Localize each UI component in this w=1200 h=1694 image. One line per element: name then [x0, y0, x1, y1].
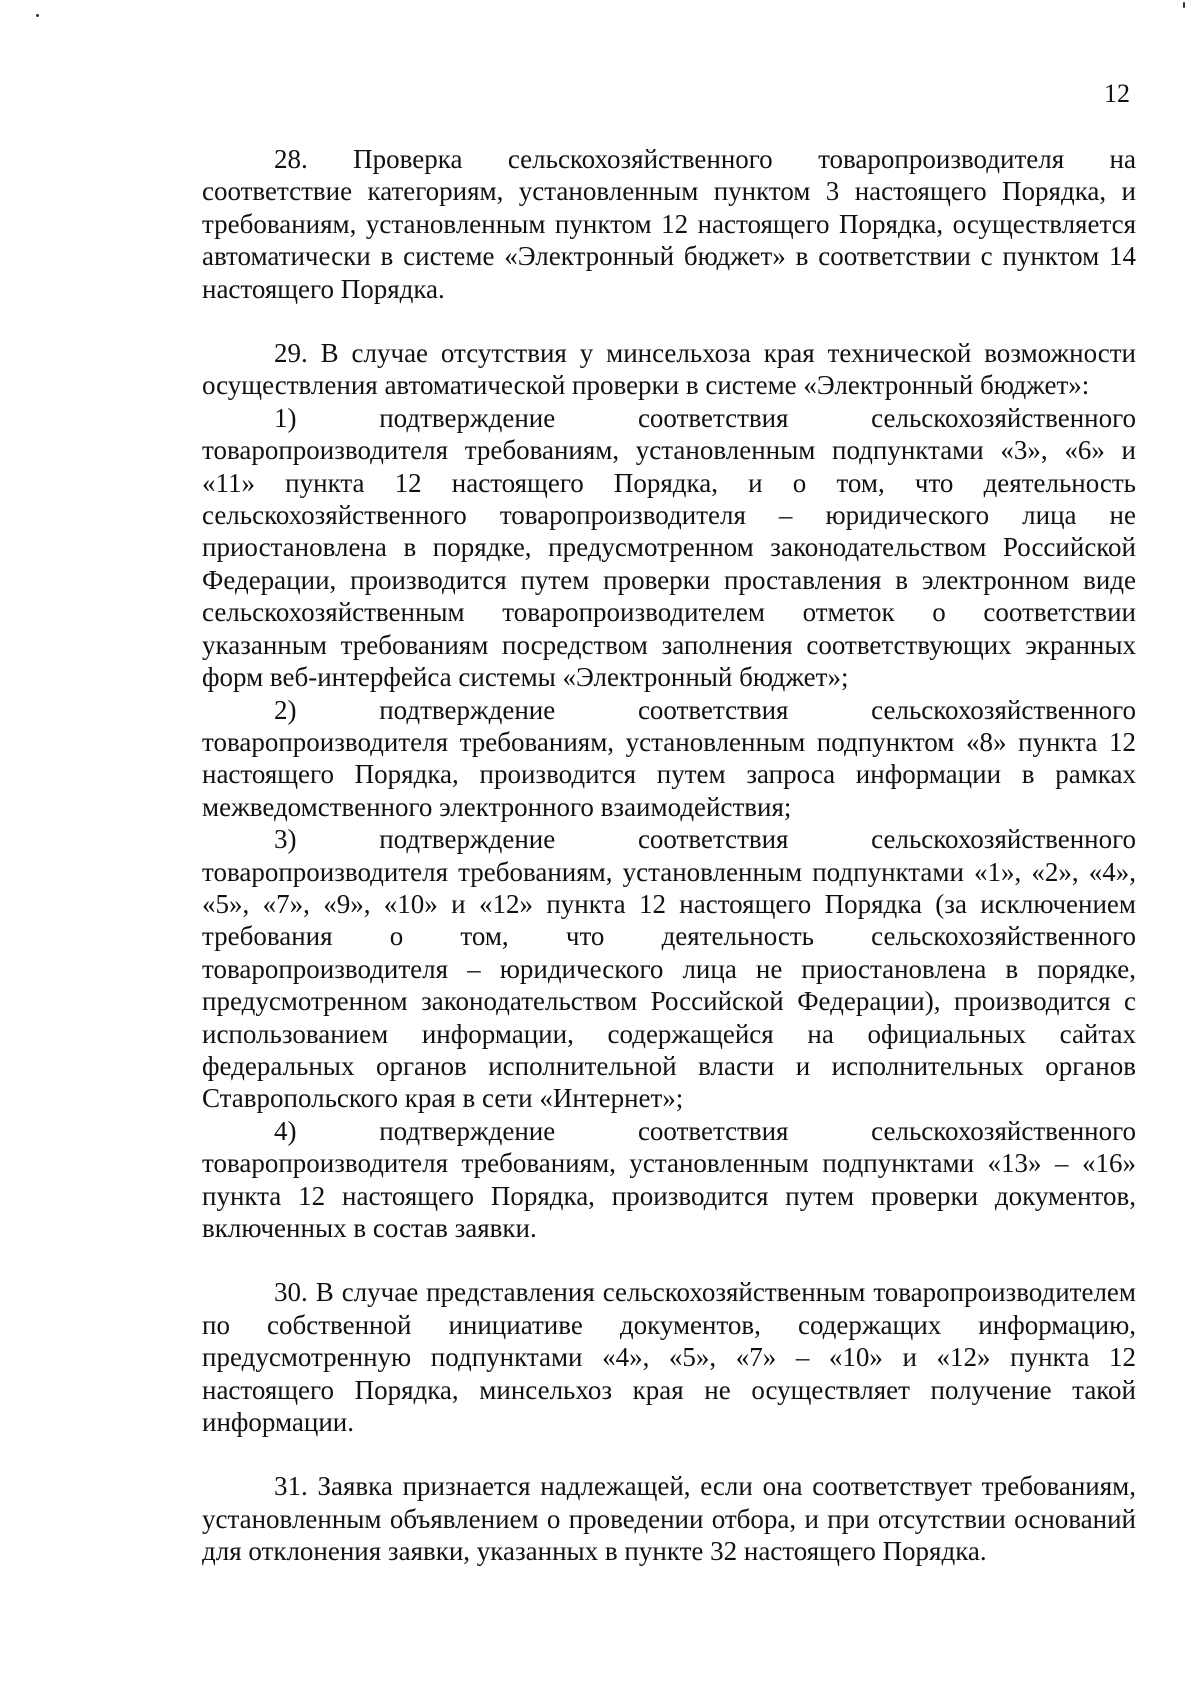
page-number: 12 [1104, 79, 1130, 108]
paragraph-28: 28. Проверка сельскохозяйственного товаропроизводителя на соответствие категориям, установленным пунктом 3 настоящего Порядка, и требованиям, установленным пунктом 12 настоящего Порядка, осуществляется автоматически в системе «Электронный бюджет» в соответствии с пунктом 14 настоящего Порядка. [202, 144, 1136, 304]
paragraph-29-item-3: 3) подтверждение соответствия сельскохозяйственного товаропроизводителя требованиям, установленным подпунктами «1», «2», «4», «5», «7», «9», «10» и «12» пункта 12 настоящего Порядка (за исключением требования о том, что деятельность сельскохозяйственного товаропроизводителя – юридического лица не приостановлена в порядке, предусмотренном законодательством Российской Федерации), производится с использованием информации, содержащейся на официальных сайтах федеральных органов исполнительной власти и исполнительных органов Ставропольского края в сети «Интернет»; [202, 824, 1136, 1114]
paragraph-30: 30. В случае представления сельскохозяйственным товаропроизводителем по собственной инициативе документов, содержащих информацию, предусмотренную подпунктами «4», «5», «7» – «10» и «12» пункта 12 настоящего Порядка, минсельхоз края не осуществляет получение такой информации. [202, 1277, 1136, 1438]
paragraph-29-item-4: 4) подтверждение соответствия сельскохозяйственного товаропроизводителя требованиям, установленным подпунктами «13» – «16» пункта 12 настоящего Порядка, производится путем проверки документов, включенных в состав заявки. [202, 1115, 1136, 1243]
document-body [202, 143, 1136, 1568]
scan-speck [1183, 2, 1185, 8]
paragraph-29-item-2: 2) подтверждение соответствия сельскохозяйственного товаропроизводителя требованиям, установленным подпунктом «8» пункта 12 настоящего Порядка, производится путем запроса информации в рамках межведомственного электронного взаимодействия; [202, 694, 1136, 822]
paragraph-29: 29. В случае отсутствия у минсельхоза края технической возможности осуществления автоматической проверки в системе «Электронный бюджет»: [202, 338, 1136, 401]
paragraph-31: 31. Заявка признается надлежащей, если она соответствует требованиям, установленным объявлением о проведении отбора, и при отсутствии оснований для отклонения заявки, указанных в пункте 32 настоящего Порядка. [202, 1471, 1136, 1567]
scan-speck [36, 14, 39, 17]
paragraph-29-item-1: 1) подтверждение соответствия сельскохозяйственного товаропроизводителя требованиям, установленным подпунктами «3», «6» и «11» пункта 12 настоящего Порядка, и о том, что деятельность сельскохозяйственного товаропроизводителя – юридического лица не приостановлена в порядке, предусмотренном законодательством Российской Федерации, производится путем проверки проставления в электронном виде сельскохозяйственным товаропроизводителем отметок о соответствии указанным требованиям посредством заполнения соответствующих экранных форм веб-интерфейса системы «Электронный бюджет»; [202, 402, 1136, 693]
